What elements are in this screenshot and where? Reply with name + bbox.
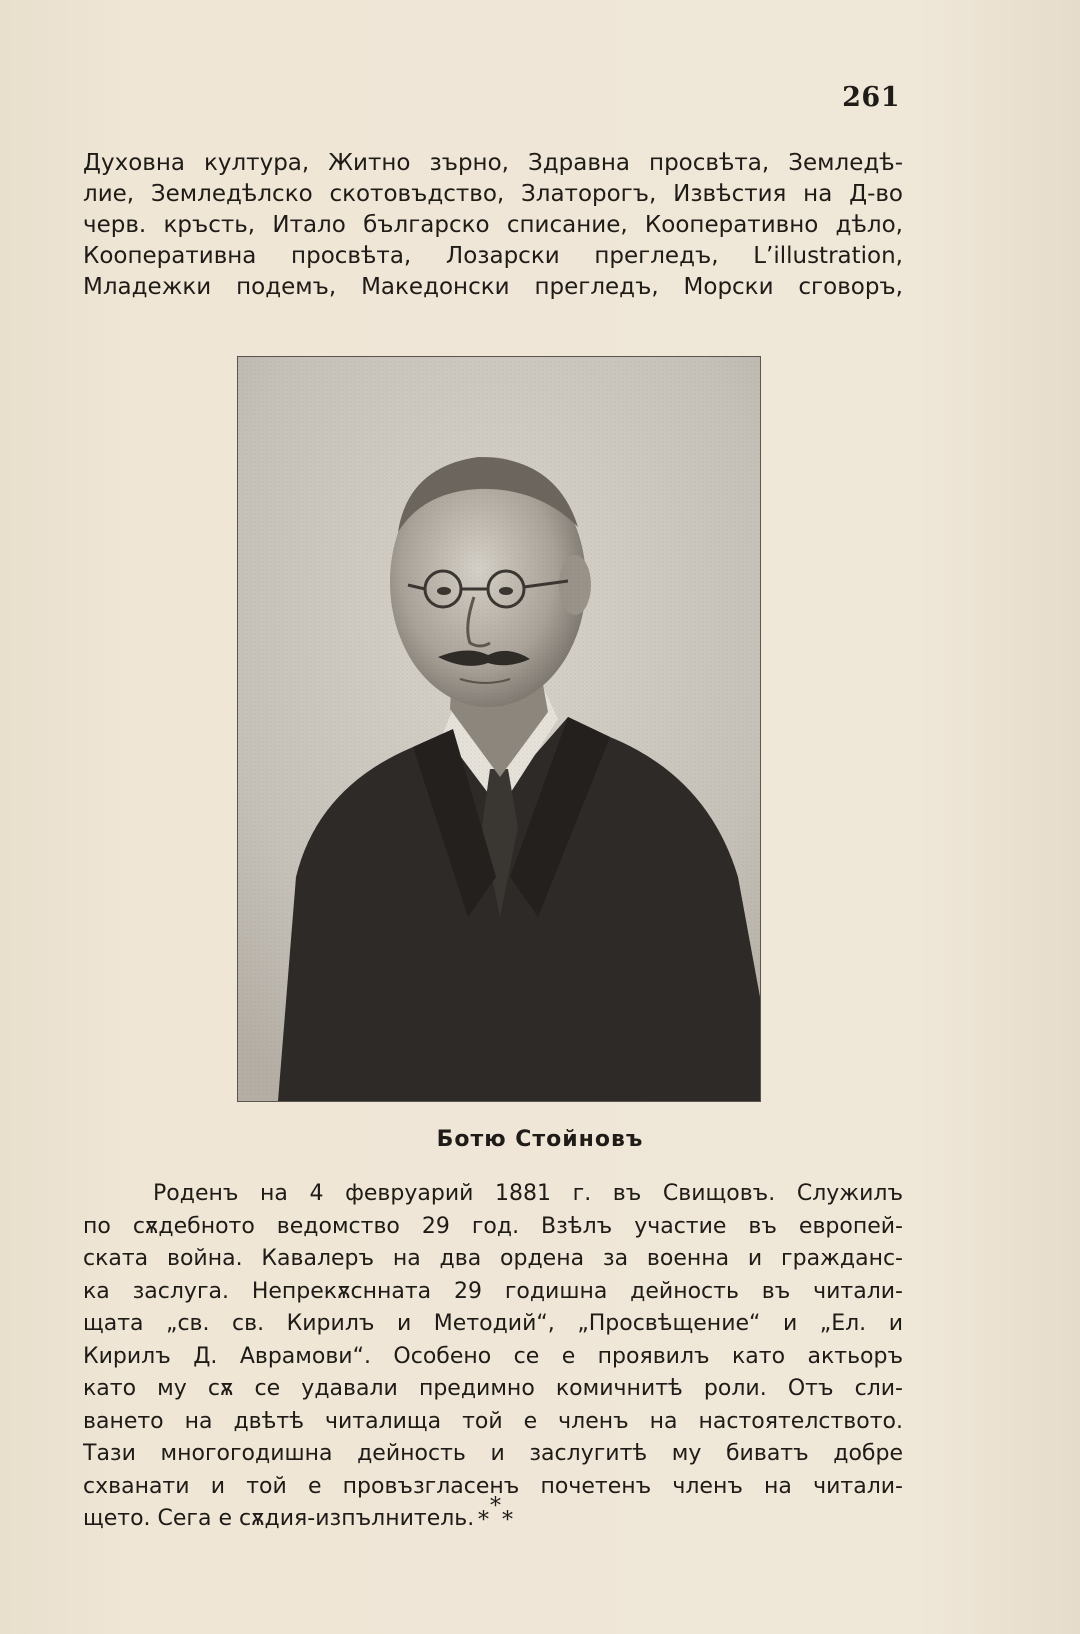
- bio-line: щата „св. св. Кирилъ и Методий“, „Просвѣщение“ и „Ел. и: [83, 1311, 903, 1336]
- bio-line: Кирилъ Д. Аврамови“. Особено се е проявилъ като актьоръ: [83, 1343, 903, 1369]
- bio-line: Тази многогодишна дейность и заслугитѣ му биватъ добре: [83, 1441, 903, 1466]
- section-separator-asterism: [470, 1494, 530, 1534]
- bio-line: ването на двѣтѣ читалища той е членъ на настоятелството.: [83, 1408, 903, 1434]
- page-number: 261: [842, 82, 900, 113]
- bio-line: Роденъ на 4 февруарий 1881 г. въ Свищовъ. Служилъ: [153, 1181, 903, 1206]
- bio-line: като му сѫ се удавали предимно комичнитѣ роли. Отъ сли-: [83, 1376, 903, 1401]
- asterism-star: *: [490, 1494, 501, 1519]
- bio-line: по сѫдебното ведомство 29 год. Взѣлъ участие въ европей-: [83, 1213, 903, 1239]
- intro-line: Кооперативна просвѣта, Лозарски прегледъ, L’illustration,: [83, 243, 903, 269]
- intro-line: черв. кръсть, Итало българско списание, Кооперативно дѣло,: [83, 212, 903, 238]
- asterism-star: *: [478, 1508, 489, 1533]
- bio-line: щето. Сега е сѫдия-изпълнитель.: [83, 1506, 475, 1531]
- intro-line: лие, Земледѣлско скотовъдство, Златорогъ, Извѣстия на Д-во: [83, 181, 903, 207]
- portrait-illustration: [238, 357, 760, 1101]
- bio-line: схванати и той е провъзгласенъ почетенъ членъ на читали-: [83, 1473, 903, 1499]
- asterism-star: *: [502, 1508, 513, 1533]
- biography-paragraph: [83, 1178, 903, 1536]
- portrait-caption: Ботю Стойновъ: [436, 1127, 644, 1152]
- intro-line: Младежки подемъ, Македонски прегледъ, Морски сговоръ,: [83, 274, 903, 300]
- bio-line: ската война. Кавалеръ на два ордена за военна и гражданс-: [83, 1246, 903, 1271]
- portrait-photo: [237, 356, 761, 1102]
- intro-line: Духовна култура, Житно зърно, Здравна просвѣта, Земледѣ-: [83, 150, 903, 176]
- intro-paragraph: [83, 148, 903, 303]
- bio-line: ка заслуга. Непрекѫснната 29 годишна дейность въ читали-: [83, 1278, 903, 1304]
